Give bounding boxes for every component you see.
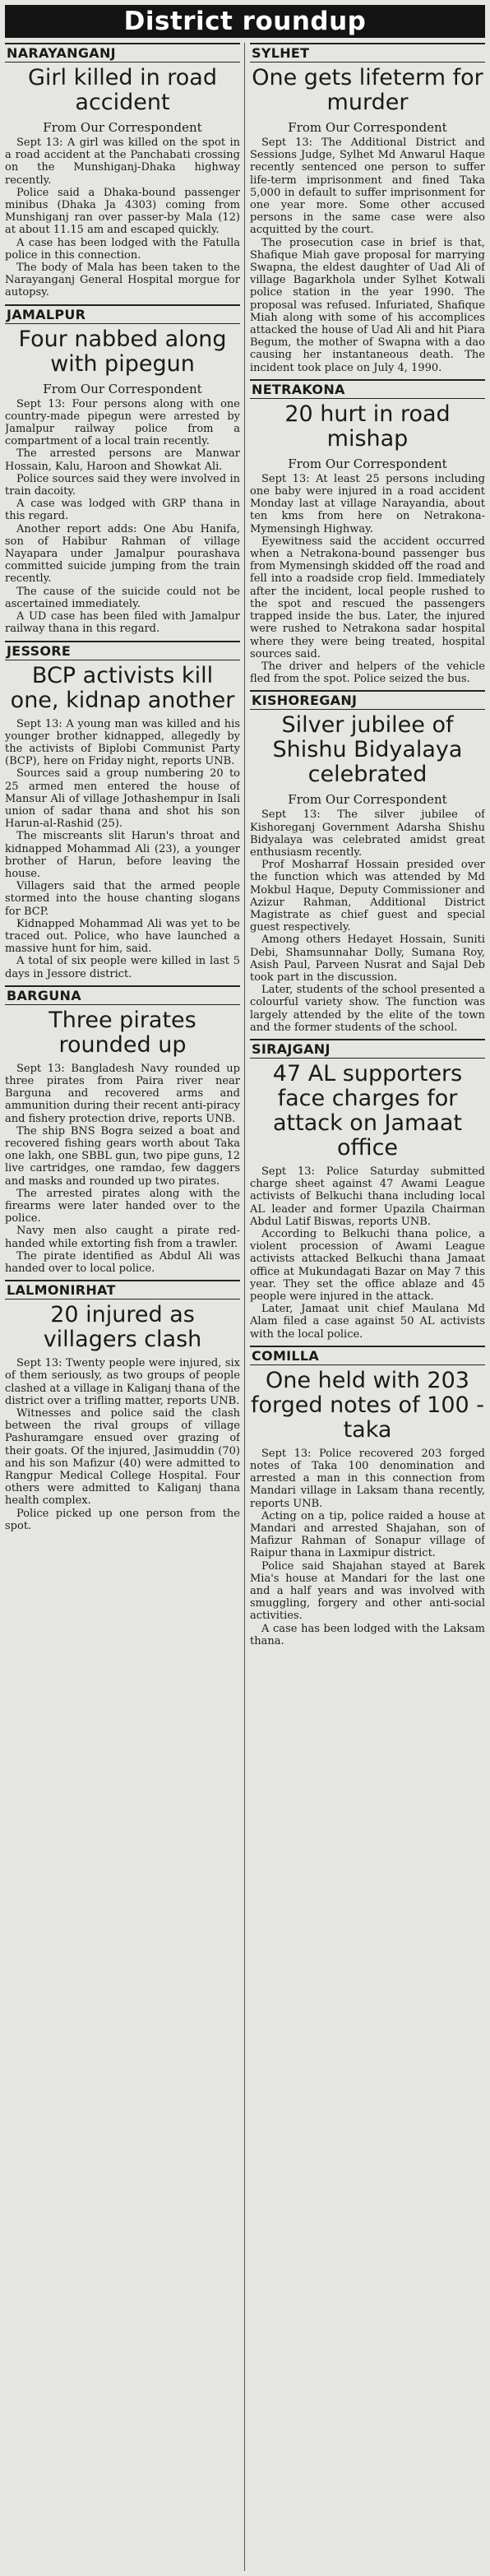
story-paragraph: Sept 13: The Additional District and Sessions Judge, Sylhet Md Anwarul Haque recently sentenced one person to suffer life-term imprisonment and fined Taka 5,000 in default to suffer imprisonment for one year more. Some other accused persons in the same case were also acquitted by the court. [250, 137, 485, 237]
story-paragraph: Later, students of the school presented a colourful variety show. The function was largely attended by the elite of the town and the former students of the school. [250, 984, 485, 1034]
story-headline: One held with 203 forged notes of 100 - taka [250, 1367, 485, 1443]
story-dateline: JESSORE [5, 641, 240, 660]
story-paragraph: The arrested persons are Manwar Hossain, Kalu, Haroon and Showkat Ali. [5, 447, 240, 473]
story-paragraph: Kidnapped Mohammad Ali was yet to be traced out. Police, who have launched a massive hunt for him, said. [5, 917, 240, 956]
right-column [250, 43, 485, 2571]
story-paragraph: Sept 13: Bangladesh Navy rounded up three pirates from Paira river near Barguna and recovered arms and ammunition during their recent anti-piracy and fishery protection drive, reports UNB. [5, 1062, 240, 1125]
story-paragraph: Sept 13: The silver jubilee of Kishoreganj Government Adarsha Shishu Bidyalaya was celebrated amidst great enthusiasm recently. [250, 808, 485, 859]
story-headline: Girl killed in road accident [28, 65, 217, 115]
story-paragraph: Sept 13: Police Saturday submitted charge sheet against 47 Awami League activists of Belkuchi thana including local AL leader and former Upazila Chairman Abdul Latif Biswas, reports UNB. [250, 1165, 485, 1228]
story-dateline: NETRAKONA [250, 379, 485, 399]
story-paragraph: Sept 13: Police recovered 203 forged notes of Taka 100 denomination and arrested a man in this connection from Mandari village in Laksam thana recently, reports UNB. [250, 1447, 485, 1510]
story-paragraph: A case was lodged with GRP thana in this regard. [5, 498, 240, 523]
news-story [250, 1346, 485, 1647]
story-dateline: LALMONIRHAT [5, 1280, 240, 1300]
story-dateline: NARAYANGANJ [5, 43, 240, 63]
story-paragraph: Navy men also caught a pirate red-handed while extorting fish from a trawler. [5, 1225, 240, 1250]
story-paragraph: Sept 13: Four persons along with one country-made pipegun were arrested by Jamalpur railway police from a compartment of a local train recently. [5, 397, 240, 448]
news-story [250, 379, 485, 685]
story-byline: From Our Correspondent [288, 456, 447, 471]
page-title: District roundup [5, 5, 485, 38]
story-byline: From Our Correspondent [43, 120, 202, 135]
story-paragraph: The pirate identified as Abdul Ali was handed over to local police. [5, 1249, 240, 1276]
story-paragraph: The cause of the suicide could not be ascertained immediately. [5, 585, 240, 610]
news-story [250, 1039, 485, 1341]
story-paragraph: Another report adds: One Abu Hanifa, son of Habibur Rahman of village Nayapara under Jamalpur pourashava committed suicide jumping from the train recently. [5, 522, 240, 586]
story-dateline: COMILLA [250, 1346, 485, 1365]
story-paragraph: Police said Shajahan stayed at Barek Mia's house at Mandari for the last one and a half years and was involved with smuggling, forgery and other anti-social activities. [250, 1559, 485, 1623]
story-paragraph: A case has been lodged with the Fatulla police in this connection. [5, 236, 240, 262]
story-paragraph: A case has been lodged with the Laksam thana. [250, 1622, 485, 1647]
story-paragraph: Villagers said that the armed people stormed into the house chanting slogans for BCP. [5, 880, 240, 918]
story-paragraph: According to Belkuchi thana police, a violent procession of Awami League activists attacked Belkuchi thana Jamaat office at Mukundagati Bazar on May 7 this year. They set the office ablaze and 45 people were injured in the attack. [250, 1227, 485, 1303]
story-paragraph: Acting on a tip, police raided a house at Mandari and arrested Shajahan, son of Mafizur Rahman of Sonapur village of Raipur thana in Laxmipur district. [250, 1509, 485, 1560]
news-story [5, 43, 240, 299]
story-paragraph: Prof Mosharraf Hossain presided over the function which was attended by Md Mokbul Haque, Deputy Commissioner and Azizur Rahman, Additional District Magistrate as chief guest and special guest respectively. [250, 859, 485, 934]
story-paragraph: A UD case has been filed with Jamalpur railway thana in this regard. [5, 610, 240, 636]
story-paragraph: Sources said a group numbering 20 to 25 armed men entered the house of Mansur Ali of village Jothashempur in Isali union of sadar thana and shot his son Harun-al-Rashid (25). [5, 767, 240, 831]
story-headline: Silver jubilee of Shishu Bidyalaya celebrated [272, 712, 463, 788]
story-paragraph: Eyewitness said the accident occurred when a Netrakona-bound passenger bus from Mymensingh skidded off the road and fell into a roadside crop field. Immediately after the incident, local people rushed to the spot and rescued the passengers trapped inside the bus. Later, the injured were rushed to Netrakona sadar hospital where they were being treated, hospital sources said. [250, 535, 485, 660]
story-paragraph: Sept 13: A girl was killed on the spot in a road accident at the Panchabati crossing on the Munshiganj-Dhaka highway recently. [5, 137, 240, 187]
story-paragraph: Witnesses and police said the clash between the rival groups of village Pashuramgare ensued over grazing of their goats. Of the injured, Jasimuddin (70) and his son Mafizur (40) were admitted to Rangpur Medical College Hospital. Four others were admitted to Kaliganj thana health complex. [5, 1407, 240, 1508]
story-headline: Three pirates rounded up [49, 1007, 196, 1058]
news-story [5, 1280, 240, 1532]
story-paragraph: Sept 13: A young man was killed and his younger brother kidnapped, allegedly by the activists of Biplobi Communist Party (BCP), here on Friday night, reports UNB. [5, 717, 240, 768]
story-headline: 47 AL supporters face charges for attack on Jamaat office [272, 1060, 463, 1161]
story-paragraph: Police said a Dhaka-bound passenger minibus (Dhaka Ja 4303) coming from Munshiganj ran over passer-by Mala (12) at about 11.15 am and escaped quickly. [5, 186, 240, 237]
story-paragraph: Later, Jamaat unit chief Maulana Md Alam filed a case against 50 AL activists with the local police. [250, 1303, 485, 1341]
story-paragraph: Sept 13: At least 25 persons including one baby were injured in a road accident Monday last at village Narayandia, about ten kms from here on Netrakona-Mymensingh Highway. [250, 472, 485, 535]
story-headline: 20 hurt in road mishap [284, 401, 451, 452]
story-paragraph: The driver and helpers of the vehicle fled from the spot. Police seized the bus. [250, 660, 485, 686]
story-paragraph: Police sources said they were involved in train dacoity. [5, 472, 240, 498]
left-column [5, 43, 240, 2571]
story-paragraph: The body of Mala has been taken to the Narayanganj General Hospital morgue for autopsy. [5, 262, 240, 299]
column-divider [244, 43, 245, 2571]
story-paragraph: Police picked up one person from the spot. [5, 1507, 240, 1532]
news-story [250, 690, 485, 1034]
news-story [5, 985, 240, 1275]
story-paragraph: The ship BNS Bogra seized a boat and recovered fishing gears worth about Taka one lakh, one SBBL gun, two pipe guns, 12 live cartridges, one ramdao, few daggers and masks and rounded up two pirates. [5, 1124, 240, 1188]
story-byline: From Our Correspondent [288, 120, 447, 135]
story-paragraph: The arrested pirates along with the firearms were later handed over to the police. [5, 1187, 240, 1225]
story-dateline: SYLHET [250, 43, 485, 63]
news-story [5, 304, 240, 636]
story-headline: Four nabbed along with pipegun [18, 326, 227, 377]
story-headline: 20 injured as villagers clash [43, 1302, 202, 1353]
story-byline: From Our Correspondent [43, 381, 202, 396]
story-paragraph: The miscreants slit Harun's throat and kidnapped Mohammad Ali (23), a younger brother of Harun, before leaving the house. [5, 830, 240, 880]
story-paragraph: Among others Hedayet Hossain, Suniti Debi, Shamsunnahar Dolly, Sumana Roy, Asish Paul, Parveen Nusrat and Sajal Deb took part in the discussion. [250, 934, 485, 984]
story-paragraph: Sept 13: Twenty people were injured, six of them seriously, as two groups of people clashed at a village in Kaliganj thana of the district over a trifling matter, reports UNB. [5, 1357, 240, 1407]
story-dateline: SIRAJGANJ [250, 1039, 485, 1059]
story-paragraph: The prosecution case in brief is that, Shafique Miah gave proposal for marrying Swapna, the eldest daughter of Uad Ali of village Bagarkhola under Sylhet Kotwali police station in the year 1990. The proposal was refused. Infuriated, Shafique Miah along with some of his accomplices attacked the house of Uad Ali and hit Piara Begum, the mother of Swapna with a dao causing her instantaneous death. The incident took place on July 4, 1990. [250, 236, 485, 374]
story-dateline: BARGUNA [5, 985, 240, 1005]
story-dateline: KISHOREGANJ [250, 690, 485, 710]
story-paragraph: A total of six people were killed in last 5 days in Jessore district. [5, 955, 240, 980]
news-story [5, 641, 240, 980]
story-headline: One gets lifeterm for murder [252, 65, 483, 115]
story-byline: From Our Correspondent [288, 792, 447, 808]
story-dateline: JAMALPUR [5, 304, 240, 324]
story-headline: BCP activists kill one, kidnap another [10, 662, 235, 713]
news-story [250, 43, 485, 374]
